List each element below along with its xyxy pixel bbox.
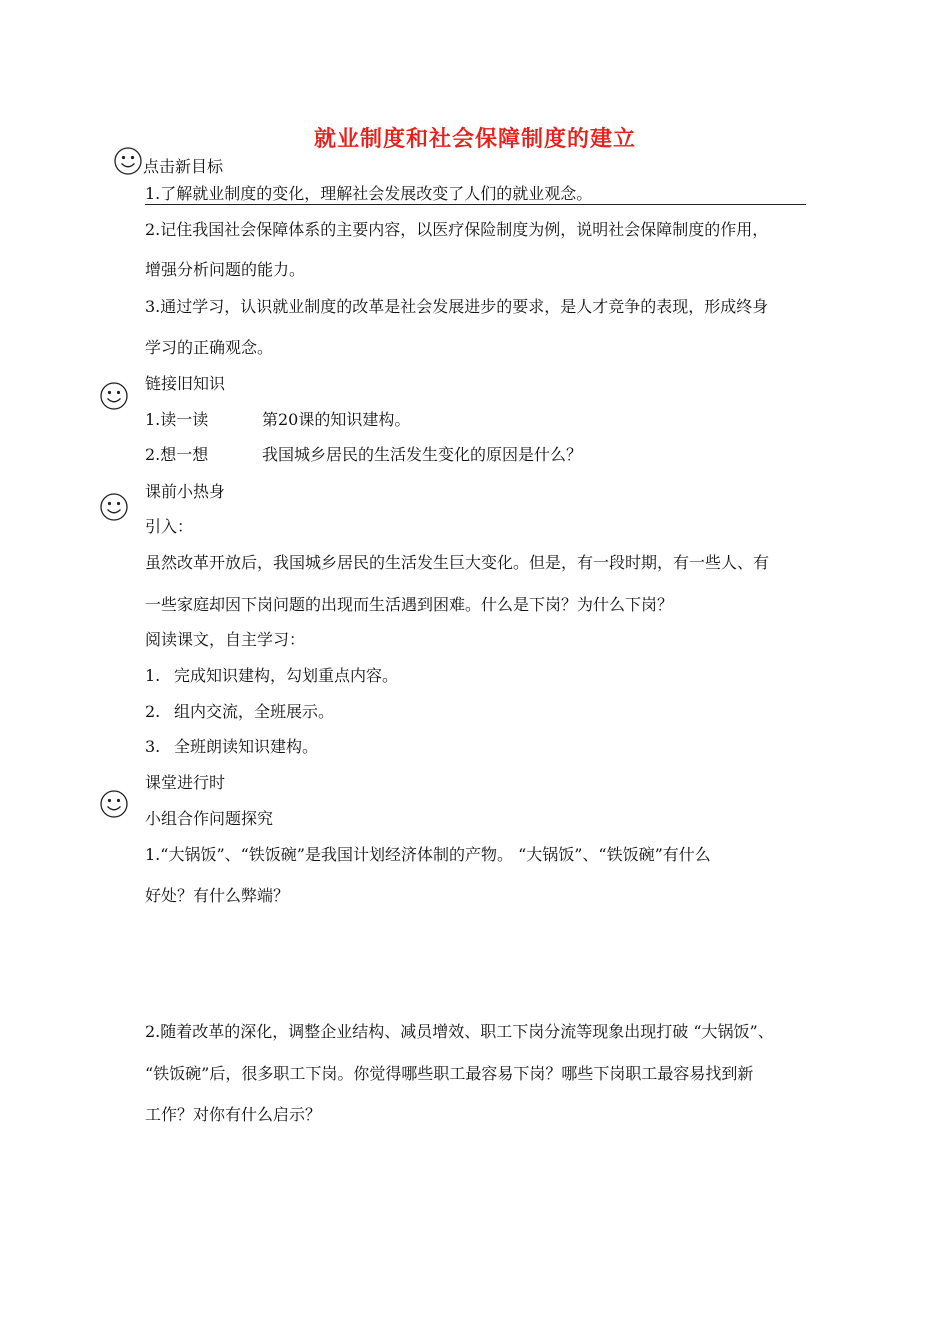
review-item-1-label: 1.读一读 — [145, 410, 209, 429]
classwork-subheading: 小组合作问题探究 — [145, 809, 274, 828]
warmup-step-3-text: 全班朗读知识建构。 — [174, 737, 319, 756]
question-1-line-2: 好处？有什么弊端？ — [145, 886, 290, 905]
goal-item-3: 3.通过学习，认识就业制度的改革是社会发展进步的要求，是人才竞争的表现，形成终身 — [145, 297, 769, 316]
warmup-step-1-num: 1. — [145, 666, 161, 685]
goal-item-1: 1.了解就业制度的变化，理解社会发展改变了人们的就业观念。 — [145, 184, 593, 203]
goal-item-2-cont: 增强分析问题的能力。 — [145, 260, 306, 279]
section-heading-goals: 点击新目标 — [143, 157, 224, 176]
smiley-icon — [99, 789, 129, 819]
warmup-step-3-num: 3. — [145, 737, 161, 756]
review-item-2-text: 我国城乡居民的生活发生变化的原因是什么？ — [262, 445, 583, 464]
warmup-step-2-num: 2. — [145, 702, 161, 721]
smiley-icon — [113, 146, 143, 176]
review-item-2-label: 2.想一想 — [145, 445, 209, 464]
warmup-step-2-text: 组内交流，全班展示。 — [174, 702, 335, 721]
warmup-read-instruction: 阅读课文，自主学习： — [145, 630, 306, 649]
review-item-1-text: 第20课的知识建构。 — [262, 410, 411, 429]
section-heading-review: 链接旧知识 — [145, 374, 226, 393]
warmup-paragraph-1: 虽然改革开放后，我国城乡居民的生活发生巨大变化。但是，有一段时期，有一些人、有 — [145, 553, 770, 572]
warmup-step-1-text: 完成知识建构，勾划重点内容。 — [174, 666, 399, 685]
goal-item-2: 2.记住我国社会保障体系的主要内容，以医疗保险制度为例，说明社会保障制度的作用， — [145, 220, 769, 239]
warmup-intro: 引入： — [145, 517, 194, 536]
question-2-line-2: “铁饭碗”后，很多职工下岗。你觉得哪些职工最容易下岗？哪些下岗职工最容易找到新 — [145, 1064, 754, 1083]
section-heading-warmup: 课前小热身 — [145, 482, 226, 501]
question-2-line-3: 工作？对你有什么启示？ — [145, 1105, 322, 1124]
smiley-icon — [99, 492, 129, 522]
question-1-line-1: 1.“大锅饭”、“铁饭碗”是我国计划经济体制的产物。 “大锅饭”、“铁饭碗”有什么 — [145, 845, 711, 864]
warmup-paragraph-2: 一些家庭却因下岗问题的出现而生活遇到困难。什么是下岗？为什么下岗？ — [145, 595, 674, 614]
goal-item-3-cont: 学习的正确观念。 — [145, 338, 274, 357]
page-title: 就业制度和社会保障制度的建立 — [313, 126, 636, 152]
divider-rule — [145, 204, 806, 205]
question-2-line-1: 2.随着改革的深化，调整企业结构、减员增效、职工下岗分流等现象出现打破 “大锅饭”、 — [145, 1022, 774, 1041]
smiley-icon — [99, 381, 129, 411]
section-heading-classwork: 课堂进行时 — [145, 773, 226, 792]
